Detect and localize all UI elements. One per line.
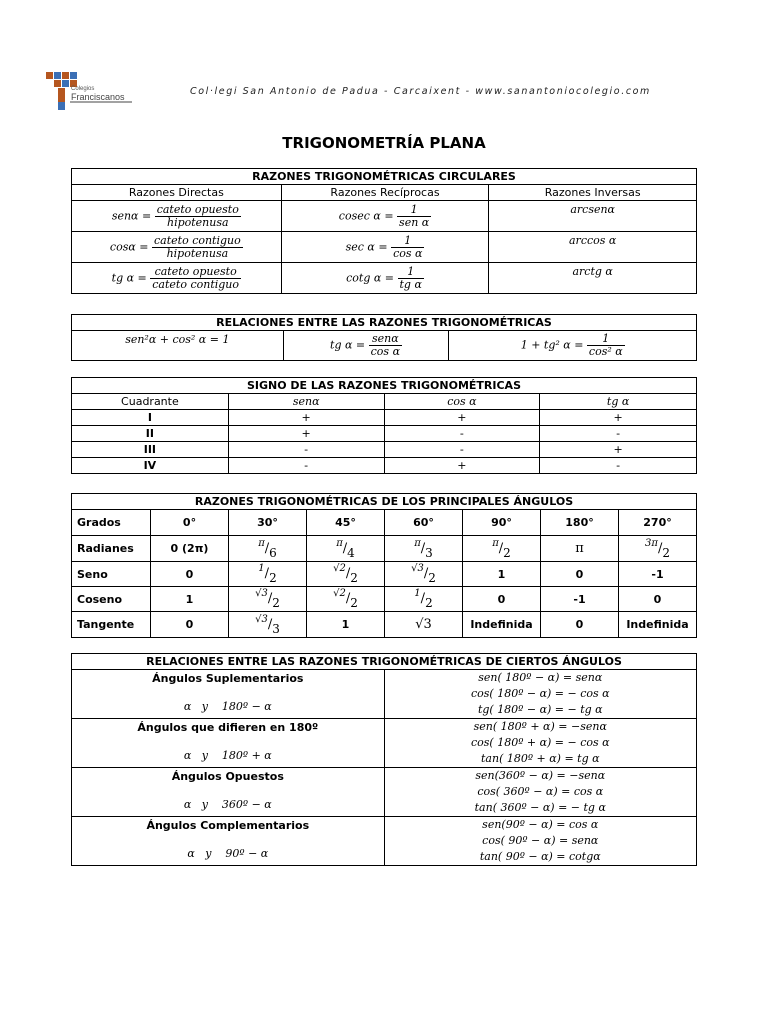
coseno-cell: $^1/_2$	[385, 587, 463, 612]
seno-cell: 0	[151, 562, 229, 587]
fraction-denominator: sen α	[399, 215, 430, 229]
row-label: Seno	[72, 562, 151, 587]
table-title: SIGNO DE LAS RAZONES TRIGONOMÉTRICAS	[72, 378, 697, 394]
grados-cell: 30°	[229, 510, 307, 536]
coseno-cell: 0	[463, 587, 541, 612]
sign-cell: -	[384, 442, 540, 458]
row-label: Radianes	[72, 536, 151, 562]
table-row	[72, 719, 697, 768]
row-label: Coseno	[72, 587, 151, 612]
formula-lhs: cotg α =	[346, 271, 394, 284]
tangente-cell: Indefinida	[463, 612, 541, 638]
fraction-numerator: senα	[369, 333, 402, 346]
column-header: senα	[228, 394, 384, 410]
coseno-cell: -1	[541, 587, 619, 612]
seno-cell: -1	[619, 562, 697, 587]
table-row	[72, 562, 697, 587]
table-row	[72, 817, 697, 866]
angle-relations-table	[71, 653, 697, 866]
grados-cell: 45°	[307, 510, 385, 536]
identity-formula: tan( 180º + α) = tg α	[481, 752, 600, 765]
formula-lhs: cosα =	[109, 240, 149, 253]
table-row	[72, 232, 697, 263]
quadrant-cell: I	[72, 410, 229, 426]
relations-table	[71, 314, 697, 361]
table-row	[72, 536, 697, 562]
tangente-cell: √3	[385, 612, 463, 638]
identity-formula: cos( 180º − α) = − cos α	[470, 687, 610, 700]
inverse-ratio: arctg α	[489, 263, 697, 294]
sign-cell: +	[228, 410, 384, 426]
fraction-numerator: 1	[587, 333, 625, 346]
radianes-cell: $^\pi/_4$	[307, 536, 385, 562]
sign-cell: -	[228, 458, 384, 474]
identity-formula: sen(90º − α) = cos α	[482, 818, 599, 831]
fraction-numerator: cateto contiguo	[154, 233, 241, 247]
tangente-cell: 1	[307, 612, 385, 638]
fraction-numerator: 1	[391, 235, 424, 248]
fraction-denominator: cateto contiguo	[152, 277, 240, 291]
grados-cell: 180°	[541, 510, 619, 536]
column-header: Razones Recíprocas	[281, 185, 489, 201]
radianes-cell: π	[541, 536, 619, 562]
angle-pair: α y 90º − α	[187, 847, 269, 860]
table-row	[72, 670, 697, 719]
inverse-ratio: arcsenα	[489, 201, 697, 232]
fraction-denominator: hipotenusa	[166, 215, 229, 229]
principal-angles-table	[71, 493, 697, 638]
logo-text-bottom: Franciscanos	[71, 92, 125, 102]
seno-cell: $^{√2}/_2$	[307, 562, 385, 587]
sign-cell: +	[384, 458, 540, 474]
radianes-cell: $^{3\pi}/_2$	[619, 536, 697, 562]
formula-lhs: tg α =	[111, 271, 147, 284]
grados-cell: 90°	[463, 510, 541, 536]
tangente-cell: 0	[541, 612, 619, 638]
formula-lhs: cosec α =	[338, 209, 394, 222]
table-title: RELACIONES ENTRE LAS RAZONES TRIGONOMÉTRICAS	[72, 315, 697, 331]
quadrant-cell: IV	[72, 458, 229, 474]
column-header: tg α	[540, 394, 697, 410]
quadrant-cell: III	[72, 442, 229, 458]
row-label: Tangente	[72, 612, 151, 638]
tangente-cell: Indefinida	[619, 612, 697, 638]
table-row	[72, 510, 697, 536]
formula-lhs: tg α =	[330, 338, 366, 352]
fraction-numerator: 1	[398, 266, 424, 279]
formula-lhs: 1 + tg² α =	[520, 338, 584, 352]
fraction-denominator: tg α	[399, 277, 422, 291]
sign-table	[71, 377, 697, 474]
sign-cell: +	[228, 426, 384, 442]
angle-group-name: Ángulos Suplementarios	[152, 672, 304, 685]
inverse-ratio: arccos α	[489, 232, 697, 263]
angle-group-name: Ángulos Opuestos	[171, 770, 284, 783]
radianes-cell: $^\pi/_3$	[385, 536, 463, 562]
fraction-numerator: cateto opuesto	[156, 202, 239, 216]
fraction-numerator: 1	[397, 204, 431, 217]
seno-cell: 0	[541, 562, 619, 587]
column-header: Cuadrante	[72, 394, 229, 410]
angle-pair: α y 360º − α	[183, 798, 272, 811]
table-title: RAZONES TRIGONOMÉTRICAS CIRCULARES	[72, 169, 697, 185]
formula-lhs: senα =	[111, 209, 152, 222]
identity-formula: sen( 180º − α) = senα	[478, 671, 603, 684]
sign-cell: -	[228, 442, 384, 458]
identity-formula: tan( 90º − α) = cotgα	[479, 850, 601, 863]
fraction-denominator: cos α	[370, 345, 400, 358]
table-row	[72, 201, 697, 232]
table-row	[72, 426, 697, 442]
seno-cell: $^{√3}/_2$	[385, 562, 463, 587]
fraction-denominator: cos² α	[588, 345, 623, 358]
grados-cell: 60°	[385, 510, 463, 536]
radianes-cell: 0 (2π)	[151, 536, 229, 562]
column-header: cos α	[384, 394, 540, 410]
radianes-cell: $^\pi/_6$	[229, 536, 307, 562]
coseno-cell: 0	[619, 587, 697, 612]
identity-formula: sen( 180º + α) = −senα	[473, 720, 607, 733]
circular-ratios-table	[71, 168, 697, 294]
formula-lhs: sec α =	[345, 240, 388, 253]
sign-cell: +	[384, 410, 540, 426]
column-header: Razones Inversas	[489, 185, 697, 201]
coseno-cell: 1	[151, 587, 229, 612]
table-title: RAZONES TRIGONOMÉTRICAS DE LOS PRINCIPALES ÁNGULOS	[72, 494, 697, 510]
table-row	[72, 442, 697, 458]
table-row	[72, 587, 697, 612]
grados-cell: 270°	[619, 510, 697, 536]
angle-pair: α y 180º + α	[183, 749, 272, 762]
coseno-cell: $^{√2}/_2$	[307, 587, 385, 612]
sign-cell: +	[540, 442, 697, 458]
page-title: TRIGONOMETRÍA PLANA	[282, 134, 486, 152]
angle-group-name: Ángulos que difieren en 180º	[137, 721, 319, 734]
school-logo	[44, 70, 134, 114]
table-row	[72, 612, 697, 638]
identity-formula: tan( 360º − α) = − tg α	[474, 801, 606, 814]
sign-cell: -	[540, 426, 697, 442]
fraction-denominator: cos α	[393, 246, 423, 260]
sign-cell: -	[540, 458, 697, 474]
coseno-cell: $^{√3}/_2$	[229, 587, 307, 612]
sign-cell: -	[384, 426, 540, 442]
grados-cell: 0°	[151, 510, 229, 536]
angle-pair: α y 180º − α	[183, 700, 272, 713]
logo-text-top: Colegios	[71, 86, 95, 92]
row-label: Grados	[72, 510, 151, 536]
tangente-cell: 0	[151, 612, 229, 638]
table-title: RELACIONES ENTRE LAS RAZONES TRIGONOMÉTRICAS DE CIERTOS ÁNGULOS	[72, 654, 697, 670]
quadrant-cell: II	[72, 426, 229, 442]
radianes-cell: $^\pi/_2$	[463, 536, 541, 562]
identity-formula: tg( 180º − α) = − tg α	[477, 703, 603, 716]
seno-cell: 1	[463, 562, 541, 587]
table-row	[72, 458, 697, 474]
table-row	[72, 768, 697, 817]
fraction-numerator: cateto opuesto	[150, 266, 241, 279]
table-row	[72, 410, 697, 426]
identity-formula: cos( 90º − α) = senα	[482, 834, 599, 847]
identity-formula: cos( 180º + α) = − cos α	[470, 736, 610, 749]
header-text: Col·legi San Antonio de Padua - Carcaixent - www.sanantoniocolegio.com	[190, 86, 651, 97]
pythagorean-identity: sen²α + cos² α = 1	[72, 331, 284, 361]
seno-cell: $^1/_2$	[229, 562, 307, 587]
column-header: Razones Directas	[72, 185, 282, 201]
table-row	[72, 331, 697, 361]
table-row	[72, 263, 697, 294]
fraction-denominator: hipotenusa	[166, 246, 229, 260]
tangente-cell: $^{√3}/_3$	[229, 612, 307, 638]
identity-formula: sen(360º − α) = −senα	[475, 769, 606, 782]
angle-group-name: Ángulos Complementarios	[146, 819, 310, 832]
identity-formula: cos( 360º − α) = cos α	[477, 785, 604, 798]
sign-cell: +	[540, 410, 697, 426]
